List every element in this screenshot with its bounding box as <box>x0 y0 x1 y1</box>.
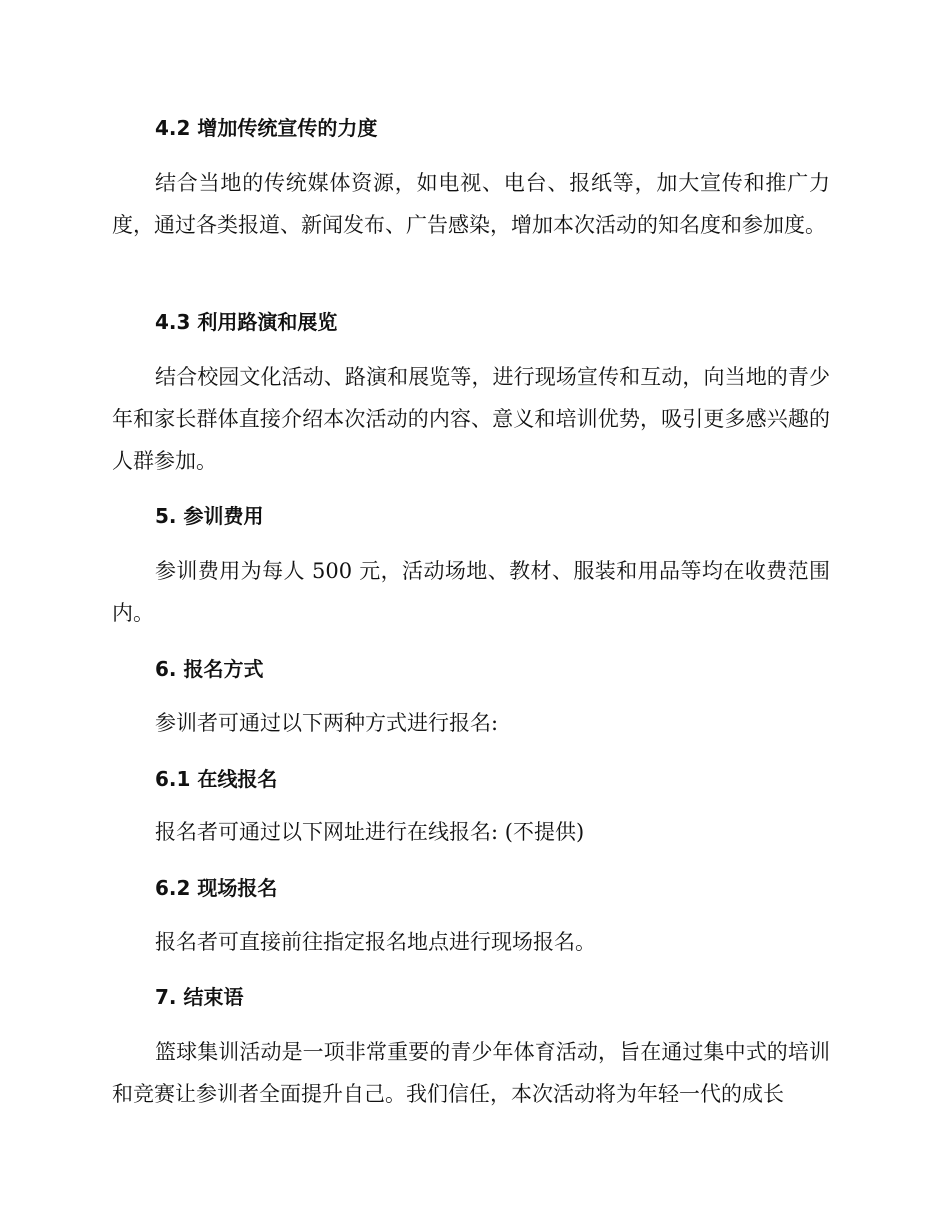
section-body-6-1: 报名者可通过以下网址进行在线报名: (不提供) <box>155 820 585 844</box>
section-body-4-2: 结合当地的传统媒体资源，如电视、电台、报纸等，加大宣传和推广力度，通过各类报道、新闻发布、广告感染，增加本次活动的知名度和参加度。 <box>112 171 830 237</box>
section-heading-7: 7. 结束语 <box>155 985 244 1009</box>
section-body-4-3: 结合校园文化活动、路演和展览等，进行现场宣传和互动，向当地的青少年和家长群体直接介绍本次活动的内容、意义和培训优势，吸引更多感兴趣的人群参加。 <box>112 365 830 473</box>
section-body-7: 篮球集训活动是一项非常重要的青少年体育活动，旨在通过集中式的培训和竞赛让参训者全面提升自己。我们信任，本次活动将为年轻一代的成长 <box>112 1040 830 1106</box>
section-heading-4-3: 4.3 利用路演和展览 <box>155 310 338 334</box>
section-heading-6: 6. 报名方式 <box>155 657 264 681</box>
section-body-5: 参训费用为每人 500 元，活动场地、教材、服装和用品等均在收费范围内。 <box>112 559 830 625</box>
section-heading-6-2: 6.2 现场报名 <box>155 876 278 900</box>
section-heading-4-2: 4.2 增加传统宣传的力度 <box>155 116 378 140</box>
section-body-6: 参训者可通过以下两种方式进行报名: <box>155 711 499 735</box>
section-heading-5: 5. 参训费用 <box>155 504 264 528</box>
section-body-6-2: 报名者可直接前往指定报名地点进行现场报名。 <box>155 930 596 954</box>
section-heading-6-1: 6.1 在线报名 <box>155 767 278 791</box>
